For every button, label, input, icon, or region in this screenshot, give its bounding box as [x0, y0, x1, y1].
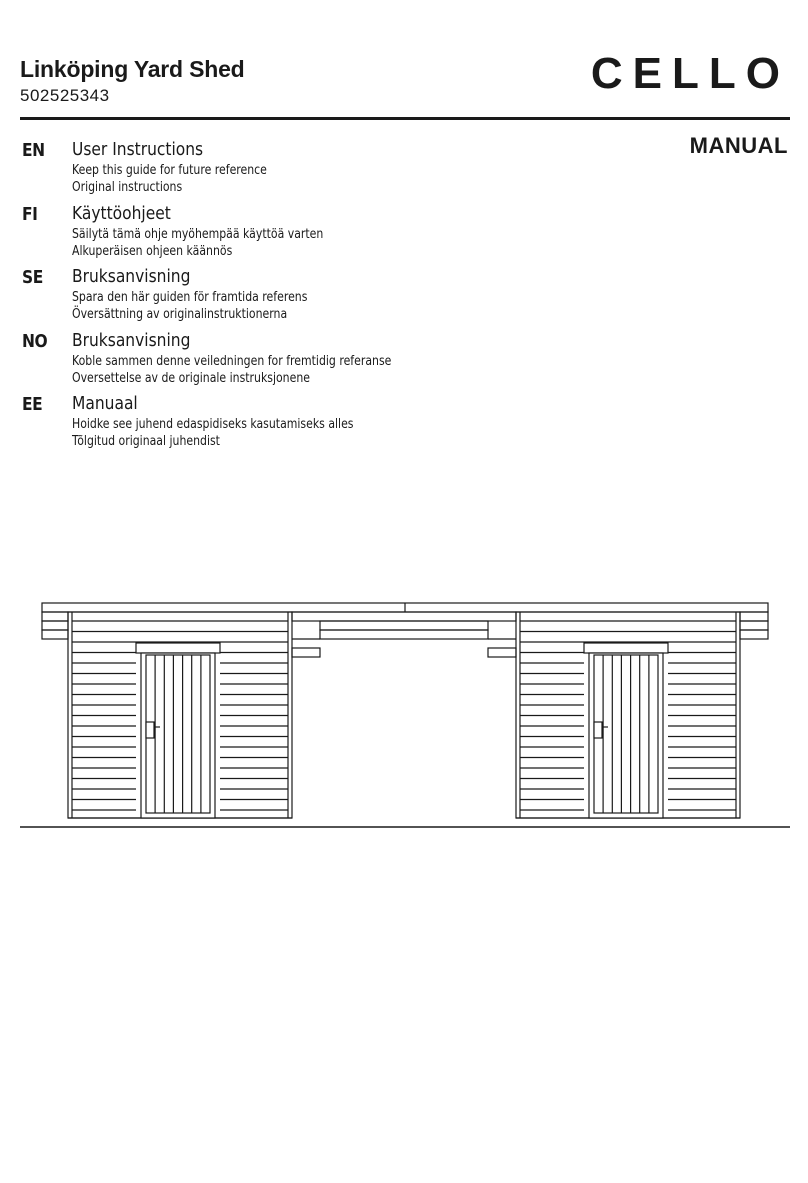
language-line: Oversettelse av de originale instruksjonene: [72, 370, 310, 386]
right-door: [584, 643, 668, 818]
product-title: Linköping Yard Shed: [20, 56, 245, 82]
language-block-se: [22, 266, 622, 330]
language-block-ee: [22, 393, 622, 457]
door-handle-icon: [594, 722, 602, 738]
door-handle-icon: [146, 722, 154, 738]
language-line: Säilytä tämä ohje myöhempää käyttöä varten: [72, 226, 324, 242]
language-code: FI: [22, 203, 38, 225]
language-code: EN: [22, 140, 45, 161]
language-line: Original instructions: [72, 180, 183, 195]
language-heading: Bruksanvisning: [72, 329, 191, 351]
language-heading: Manuaal: [72, 393, 138, 414]
manual-label: MANUAL: [689, 133, 788, 158]
language-line: Översättning av originalinstruktionerna: [72, 307, 288, 322]
language-line: Keep this guide for future reference: [72, 163, 267, 178]
language-code: SE: [22, 267, 43, 288]
language-code: EE: [22, 394, 43, 415]
roof-overhang-right: [740, 612, 768, 639]
shed-illustration: [0, 595, 808, 840]
header-divider: [20, 117, 790, 120]
language-line: Alkuperäisen ohjeen käännös: [72, 243, 233, 259]
roof-fascia: [42, 603, 768, 612]
language-heading: Käyttöohjeet: [72, 202, 171, 224]
pergola-beams: [292, 612, 516, 657]
language-line: Koble sammen denne veiledningen for fremtidig referanse: [72, 353, 392, 369]
language-block-en: [22, 139, 622, 203]
language-block-no: [22, 330, 622, 394]
language-heading: Bruksanvisning: [72, 266, 191, 287]
language-line: Hoidke see juhend edaspidiseks kasutamiseks alles: [72, 417, 354, 432]
product-code: 502525343: [20, 86, 110, 105]
language-line: Tõlgitud originaal juhendist: [72, 434, 220, 449]
brand-logo: CELLO: [590, 49, 790, 98]
language-line: Spara den här guiden för framtida referens: [72, 290, 308, 305]
left-door: [136, 643, 220, 818]
language-heading: User Instructions: [72, 139, 204, 160]
language-code: NO: [22, 330, 48, 352]
language-block-fi: [22, 203, 622, 267]
language-list: [22, 139, 622, 457]
roof-overhang-left: [42, 612, 68, 639]
